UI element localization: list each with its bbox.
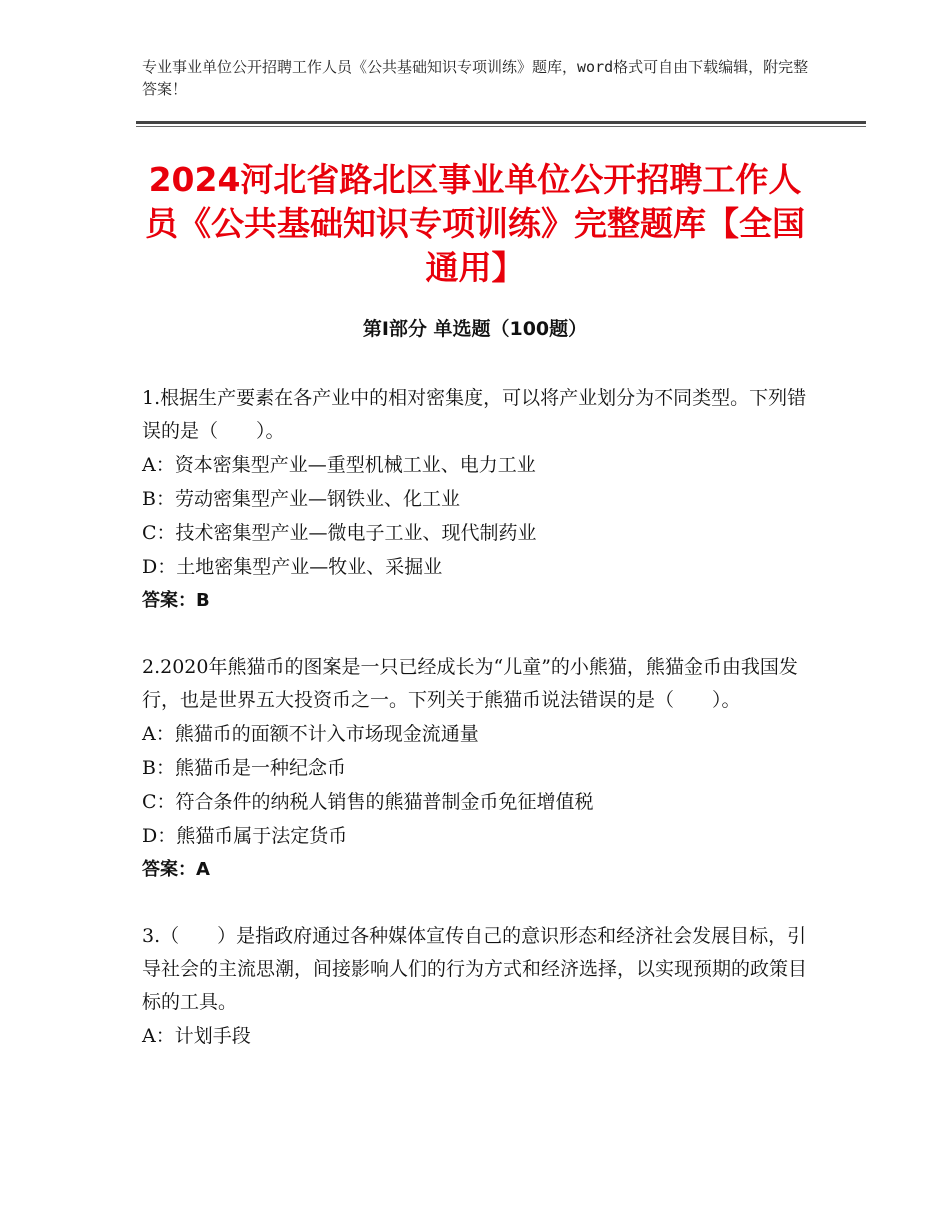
option-b: B：劳动密集型产业—钢铁业、化工业 <box>142 488 460 510</box>
question-stem: 3.（ ）是指政府通过各种媒体宣传自己的意识形态和经济社会发展目标，引导社会的主流思潮，间接影响人们的行为方式和经济选择，以实现预期的政策目标的工具。 <box>142 925 808 1013</box>
document-title: 2024河北省路北区事业单位公开招聘工作人员《公共基础知识专项训练》完整题库【全国通用】 <box>145 160 805 287</box>
header-divider-thin <box>136 126 866 127</box>
question-stem: 2.2020年熊猫币的图案是一只已经成长为“儿童”的小熊猫，熊猫金币由我国发行，也是世界五大投资币之一。下列关于熊猫币说法错误的是（ ）。 <box>142 656 798 711</box>
question-stem: 1.根据生产要素在各产业中的相对密集度，可以将产业划分为不同类型。下列错误的是（ ）。 <box>142 387 807 442</box>
answer: 答案：A <box>142 859 210 880</box>
question-list <box>142 382 812 1086</box>
option-a: A：熊猫币的面额不计入市场现金流通量 <box>142 723 479 745</box>
option-c: C：符合条件的纳税人销售的熊猫普制金币免征增值税 <box>142 791 594 813</box>
option-d: D：熊猫币属于法定货币 <box>142 825 348 847</box>
option-c: C：技术密集型产业—微电子工业、现代制药业 <box>142 522 537 544</box>
section-heading: 第Ⅰ部分 单选题（100题） <box>362 318 588 340</box>
option-a: A：资本密集型产业—重型机械工业、电力工业 <box>142 454 536 476</box>
question-1 <box>142 382 812 618</box>
option-d: D：土地密集型产业—牧业、采掘业 <box>142 556 443 578</box>
answer: 答案：B <box>142 590 210 611</box>
option-a: A：计划手段 <box>142 1025 251 1047</box>
header-divider-thick <box>136 121 866 124</box>
question-3 <box>142 920 812 1053</box>
header-note: 专业事业单位公开招聘工作人员《公共基础知识专项训练》题库，word格式可自由下载编辑，附完整答案！ <box>142 58 809 98</box>
option-b: B：熊猫币是一种纪念币 <box>142 757 346 779</box>
question-2 <box>142 651 812 887</box>
